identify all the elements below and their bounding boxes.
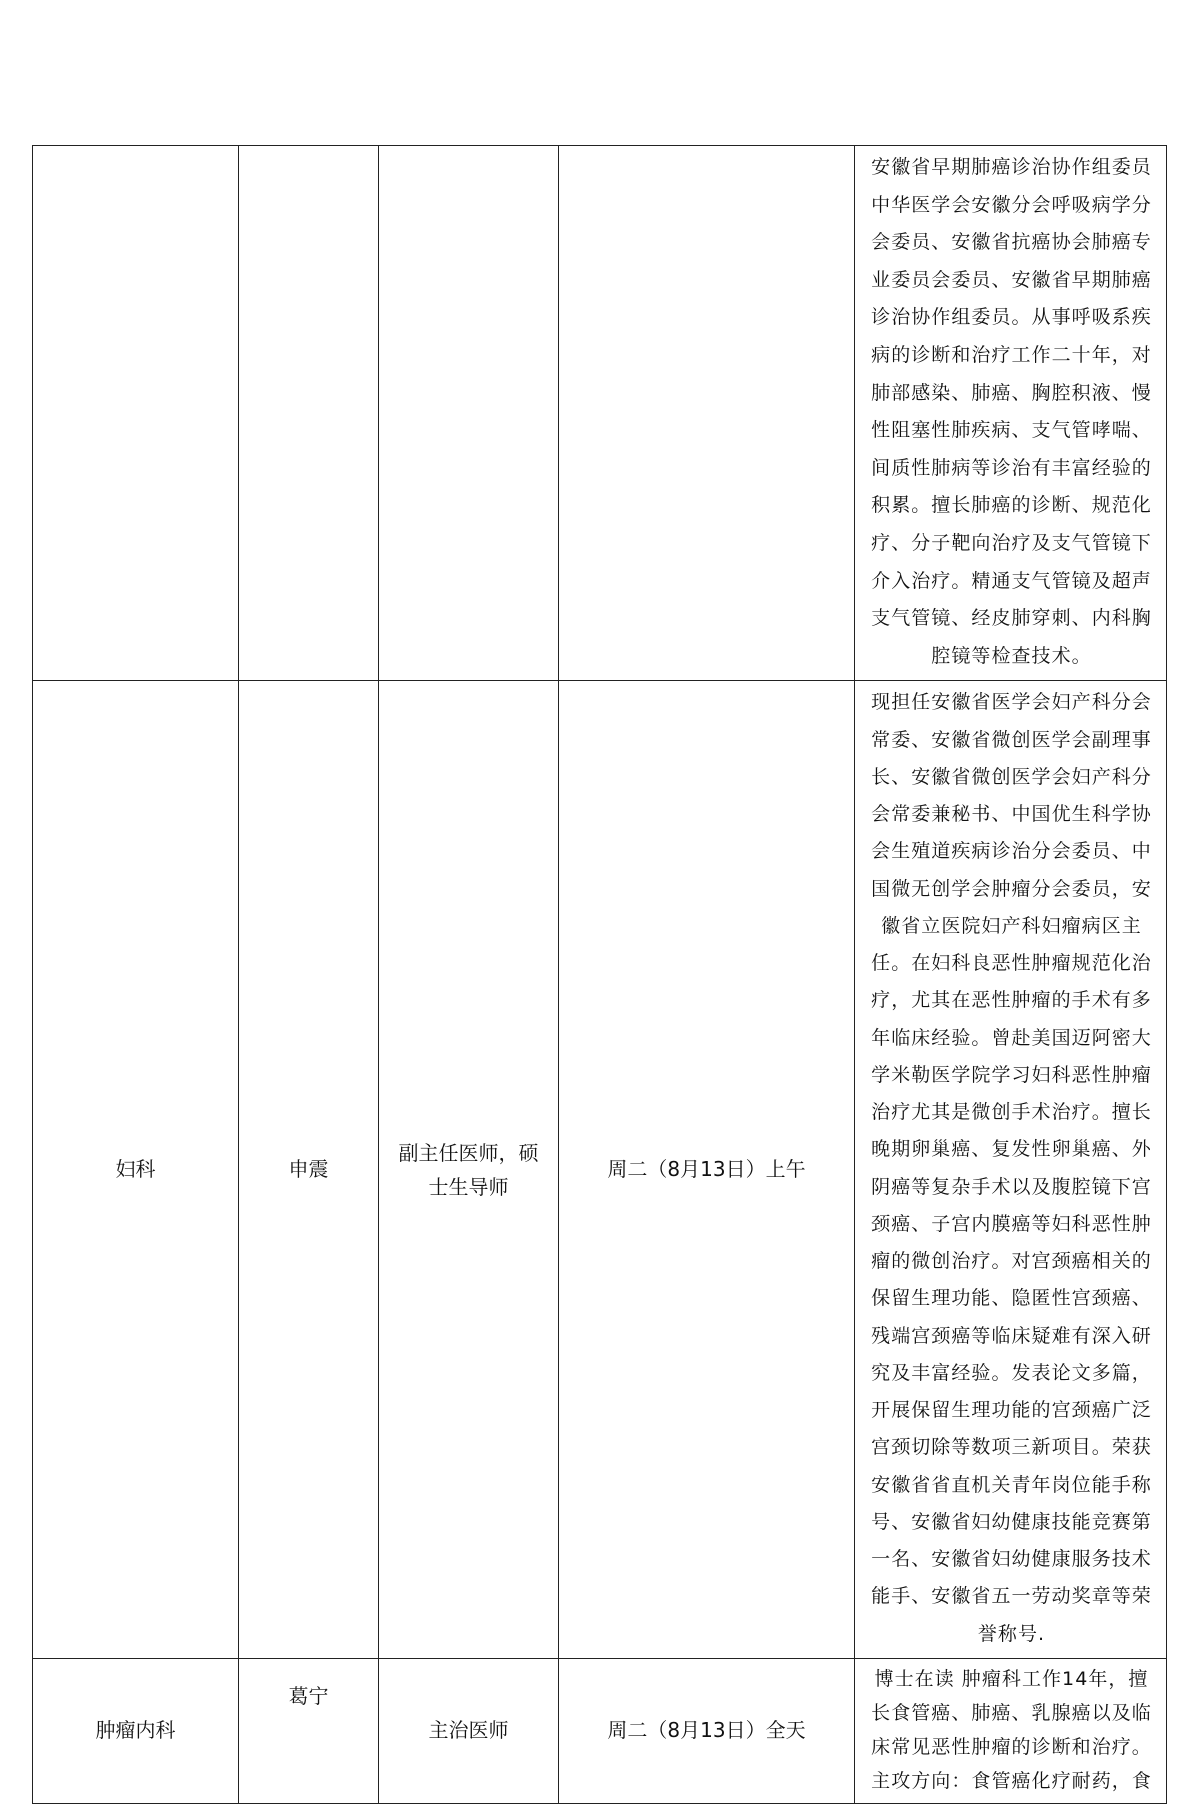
doctor-description: 博士在读 肿瘤科工作14年，擅 长食管癌、肺癌、乳腺癌以及临 床常见恶性肿瘤的诊断和治疗。 主攻方向：食管癌化疗耐药，食: [871, 1667, 1152, 1792]
schedule-cell: [559, 146, 855, 681]
department-cell: [33, 146, 239, 681]
doctor-description: 现担任安徽省医学会妇产科分会 常委、安徽省微创医学会副理事 长、安徽省微创医学会妇产科分 会常委兼秘书、中国优生科学协 会生殖道疾病诊治分会委员、中 国微无创学会肿瘤分会委员，安 徽省立医院妇产科妇瘤病区主 任。在妇科良恶性肿瘤规范化治 疗，尤其在恶性肿瘤的手术有多 年临床经验。曾赴美国迈阿密大 学米勒医学院学习妇科恶性肿瘤 治疗尤其是微创手术治疗。擅长 晚期卵巢癌、复发性卵巢癌、外 阴癌等复杂手术以及腹腔镜下宫 颈癌、子宫内膜癌等妇科恶性肿 瘤的微创治疗。对宫颈癌相关的 保留生理功能、隐匿性宫颈癌、 残端宫颈癌等临床疑难有深入研 究及丰富经验。发表论文多篇， 开展保留生理功能的宫颈癌广泛 宫颈切除等数项三新项目。荣获 安徽省省直机关青年岗位能手称 号、安徽省妇幼健康技能竞赛第 一名、安徽省妇幼健康服务技术 能手、安徽省五一劳动奖章等荣 誉称号.: [871, 691, 1152, 1645]
title-cell: [379, 146, 559, 681]
table-row: [33, 681, 1167, 1659]
schedule-cell: 周二（8月13日）上午: [559, 681, 855, 1659]
doctor-description: 安徽省早期肺癌诊治协作组委员 中华医学会安徽分会呼吸病学分 会委员、安徽省抗癌协会肺癌专 业委员会委员、安徽省早期肺癌 诊治协作组委员。从事呼吸系疾 病的诊断和治疗工作二十年，对 肺部感染、肺癌、胸腔积液、慢 性阻塞性肺疾病、支气管哮喘、 间质性肺病等诊治有丰富经验的 积累。擅长肺癌的诊断、规范化 疗、分子靶向治疗及支气管镜下 介入治疗。精通支气管镜及超声 支气管镜、经皮肺穿刺、内科胸 腔镜等检查技术。: [871, 156, 1152, 667]
department-cell: 肿瘤内科: [33, 1658, 239, 1803]
description-cell: [855, 681, 1167, 1659]
description-cell: [855, 146, 1167, 681]
doctor-cell: 葛宁: [239, 1658, 379, 1803]
title-cell: 副主任医师，硕士生导师: [379, 681, 559, 1659]
department-cell: 妇科: [33, 681, 239, 1659]
doctor-cell: [239, 146, 379, 681]
schedule-cell: 周二（8月13日）全天: [559, 1658, 855, 1803]
table-row: [33, 1658, 1167, 1803]
expert-schedule-table: [32, 145, 1167, 1804]
title-cell: 主治医师: [379, 1658, 559, 1803]
table-row: [33, 146, 1167, 681]
doctor-cell: 申震: [239, 681, 379, 1659]
description-cell: [855, 1658, 1167, 1803]
